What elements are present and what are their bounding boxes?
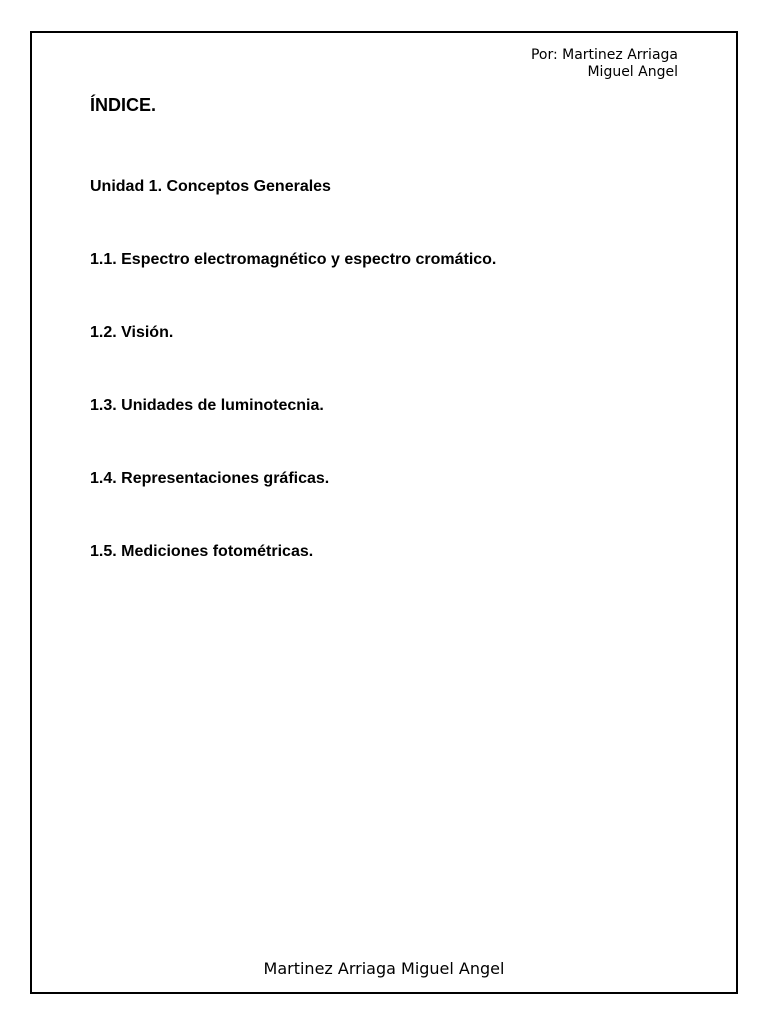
toc-item-1-2: 1.2. Visión. <box>90 324 174 341</box>
toc-item-1-5: 1.5. Mediciones fotométricas. <box>90 543 314 560</box>
page-footer: Martinez Arriaga Miguel Angel <box>263 959 505 978</box>
index-title: ÍNDICE. <box>90 95 157 115</box>
toc-item-1-1: 1.1. Espectro electromagnético y espectro cromático. <box>90 251 497 268</box>
toc-item-1-4: 1.4. Representaciones gráficas. <box>90 470 330 487</box>
toc-item-unit-1: Unidad 1. Conceptos Generales <box>90 178 331 195</box>
author-line-1: Por: Martinez Arriaga <box>530 47 678 63</box>
author-header <box>531 47 678 81</box>
author-line-2: Miguel Angel <box>587 64 678 80</box>
table-of-contents <box>90 177 496 615</box>
toc-item-1-3: 1.3. Unidades de luminotecnia. <box>90 397 324 414</box>
document-page <box>30 31 738 994</box>
